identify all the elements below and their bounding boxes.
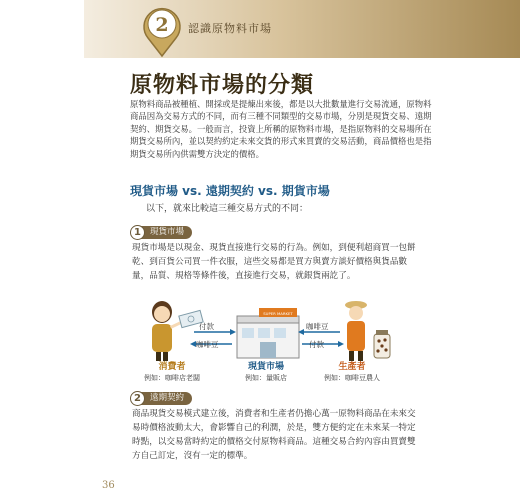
- page-title: 原物料市場的分類: [130, 72, 315, 98]
- forward-paragraph: 商品現貨交易模式建立後，消費者和生產者仍擔心萬一原物料商品在未來交易時價格波動太大，會影響自己的利潤，於是，雙方便約定在未來某一特定時點，以交易當時約定的價格交付原物料商品。這種交易合約內容由買賣雙方自己訂定，沒有一定的標準。: [132, 409, 416, 461]
- consumer-example: 例如：咖啡店老闆: [144, 374, 200, 382]
- supermarket-icon: [237, 308, 299, 358]
- forward-label-text: 遠期契約: [141, 392, 192, 405]
- consumer-figure-icon: [152, 301, 184, 361]
- consumer-role: 消費者: [158, 362, 186, 372]
- spot-market-label: [130, 225, 192, 240]
- spot-market-illustration: [132, 296, 412, 362]
- comparison-subheading: 以下，就來比較這三種交易方式的不同：: [146, 204, 309, 214]
- consumer-caption: [142, 359, 202, 383]
- market-example: 例如：量販店: [245, 374, 287, 382]
- producer-example: 例如：咖啡豆農人: [324, 374, 380, 382]
- producer-figure-icon: [345, 301, 367, 361]
- coffee-jar-icon: [374, 330, 390, 358]
- chapter-number: 2: [155, 14, 169, 36]
- forward-number-badge: 2: [130, 391, 145, 406]
- market-caption: [236, 359, 296, 383]
- coffee-label-left: 咖啡豆: [196, 340, 219, 349]
- pay-label-left: 付款: [199, 322, 214, 331]
- market-role: 現貨市場: [247, 362, 284, 372]
- page-number: 36: [102, 480, 115, 491]
- producer-role: 生產者: [338, 362, 366, 372]
- comparison-heading: 現貨市場 vs. 遠期契約 vs. 期貨市場: [130, 184, 330, 198]
- store-sign-text: SUPER MARKET: [263, 311, 293, 316]
- producer-caption: [312, 359, 392, 383]
- forward-contract-label: [130, 391, 192, 406]
- spot-paragraph: 現貨市場是以現金、現貨直接進行交易的行為。例如，到便利超商買一包餅乾、到百貨公司買一件衣服，這些交易都是買方與賣方談好價格與貨品數量，品質、規格等條件後，直接進行交易，就銀貨兩訖了。: [132, 243, 416, 281]
- intro-paragraph: 原物料商品被種植、開採或是提煉出來後，都是以大批數量進行交易流通，原物料商品因為交易方式的不同，而有三種不同類型的交易市場，分別是現貨交易、遠期契約、期貨交易。一般而言，投資上所稱的原物料市場，是指原物料的交易場所在期貨交易所內，並以契約約定未來交貨的形式來買賣的交易活動，商品價格也是指期貨交易所內供需雙方決定的價格。: [130, 99, 432, 159]
- coffee-label-right: 咖啡豆: [306, 322, 329, 331]
- chapter-title: 認識原物料市場: [188, 22, 272, 35]
- spot-label-text: 現貨市場: [141, 226, 192, 239]
- spot-number-badge: 1: [130, 225, 145, 240]
- chapter-number-pin: [140, 4, 184, 58]
- pay-label-right: 付款: [309, 340, 324, 349]
